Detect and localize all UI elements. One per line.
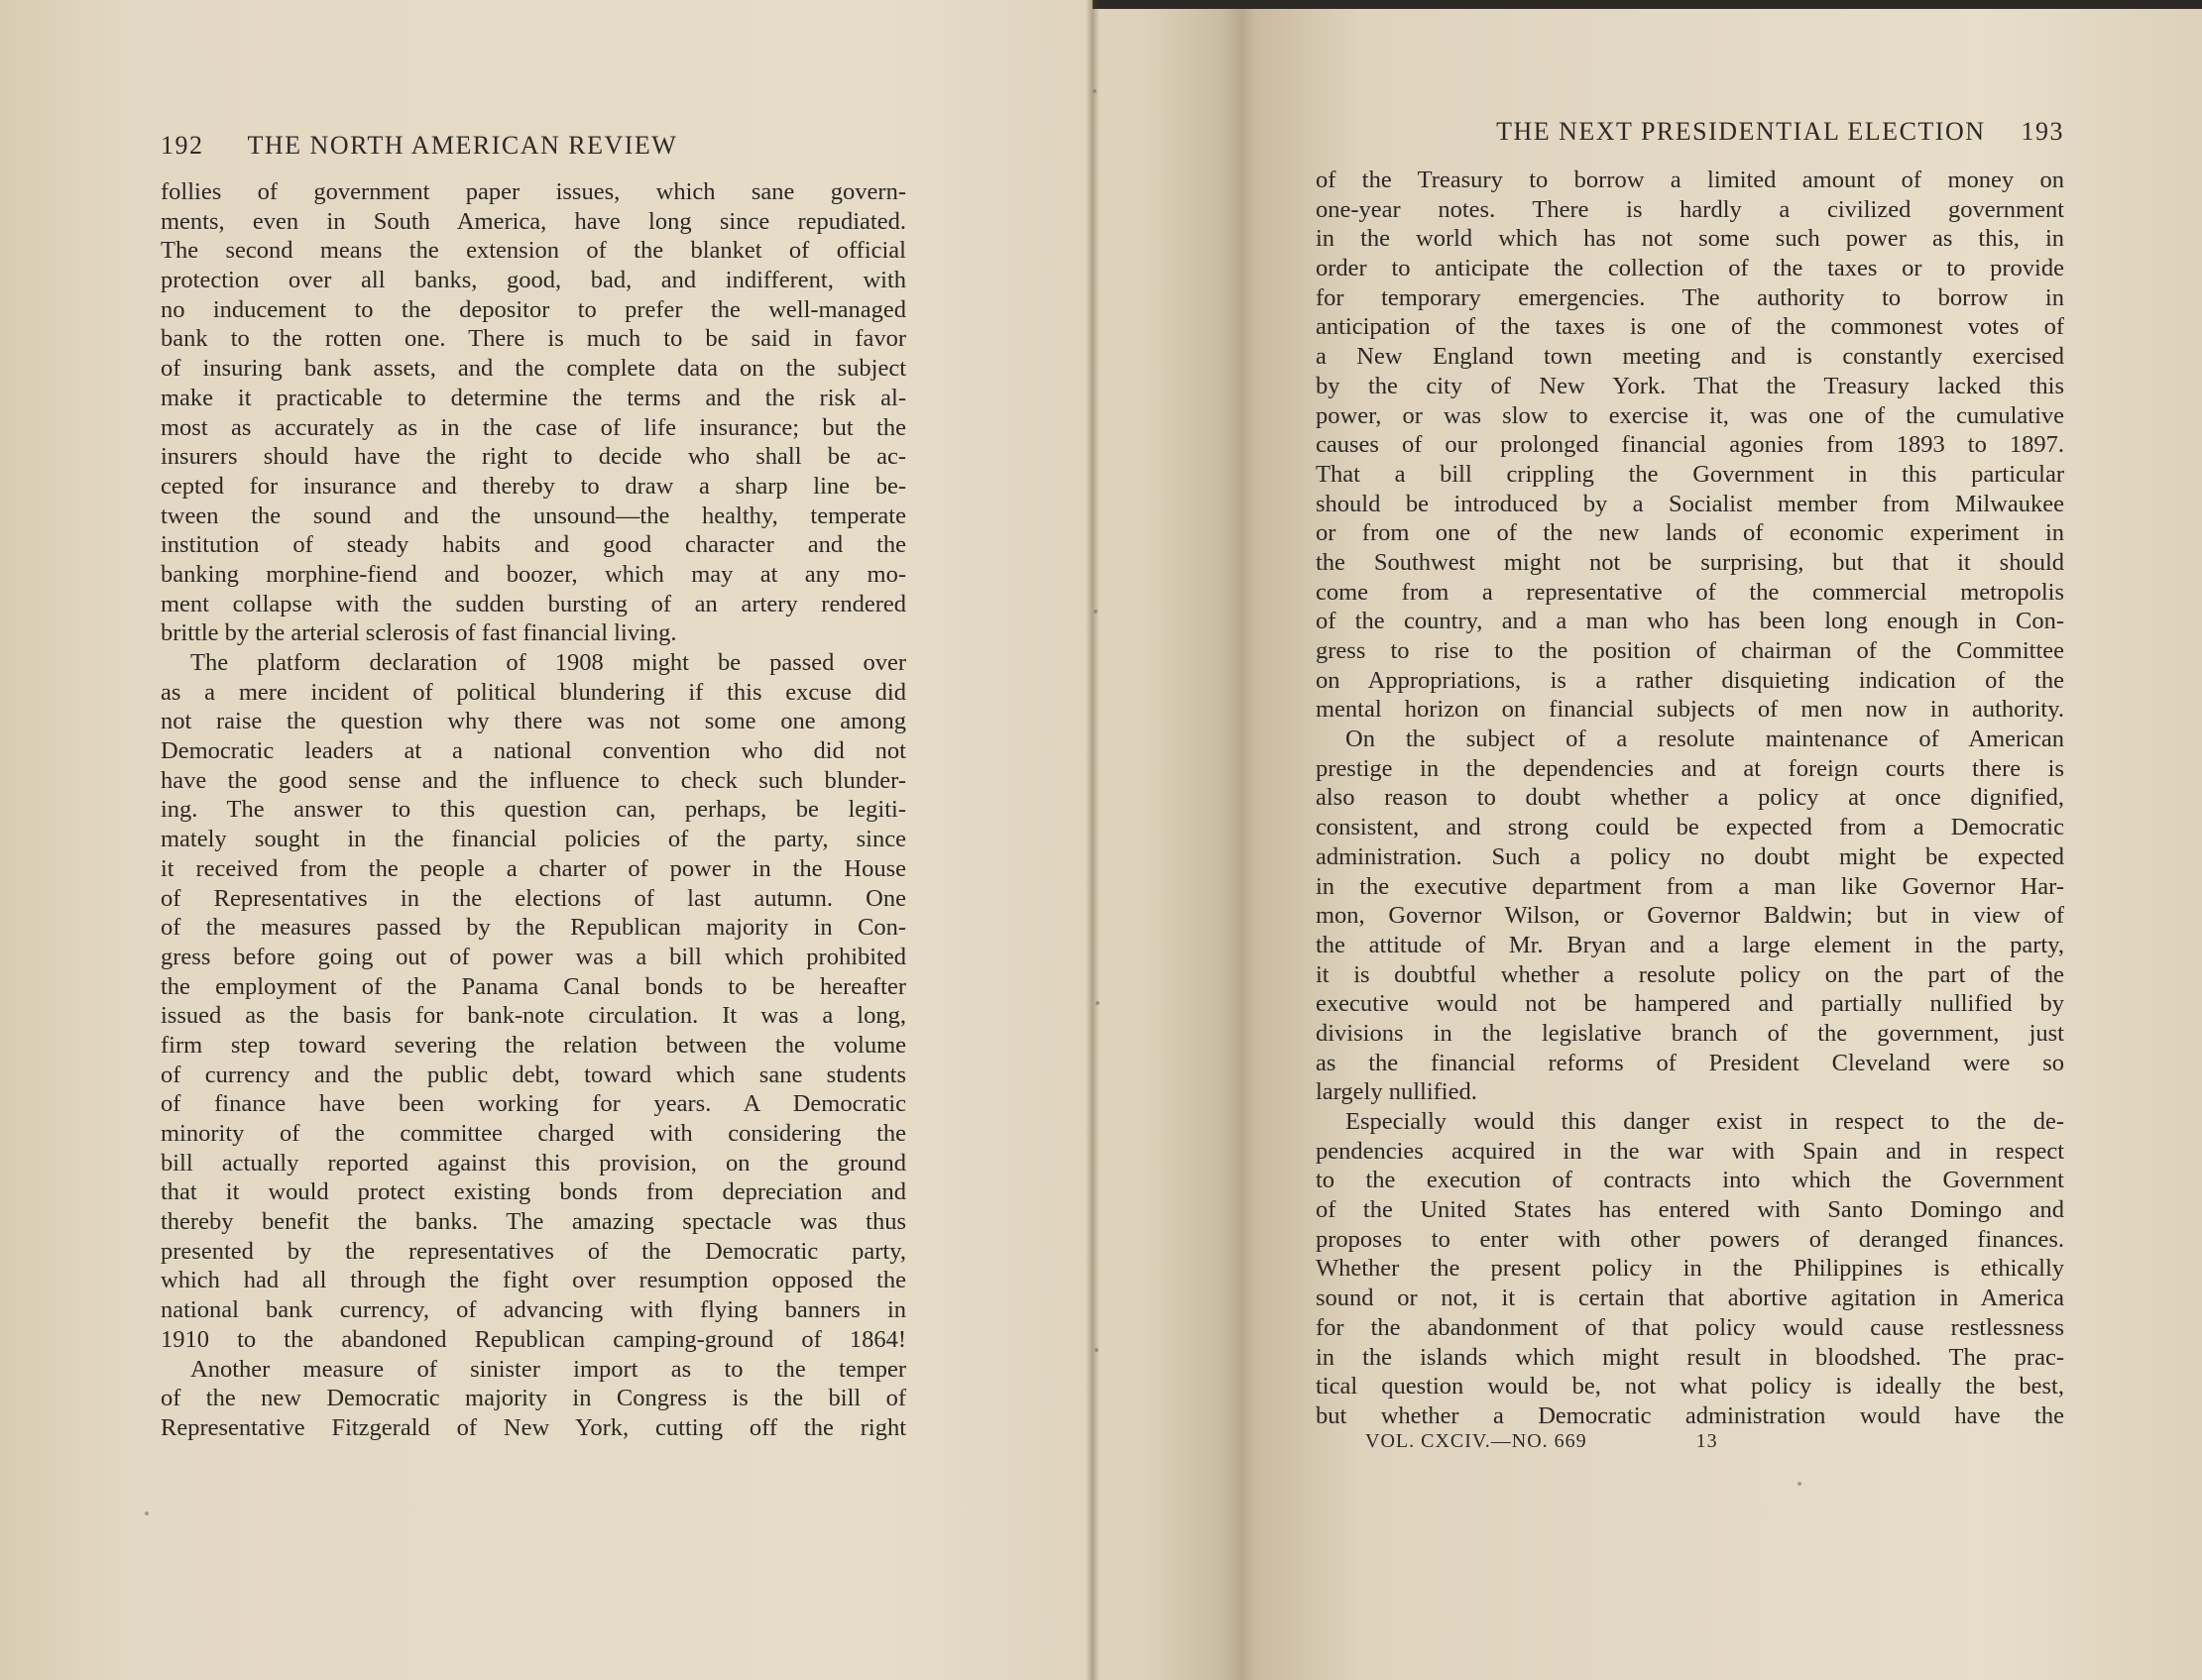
text-line: should be introduced by a Socialist member from Milwaukee [1316, 490, 2064, 517]
text-line: banking morphine-fiend and boozer, which may at any mo- [161, 560, 906, 588]
text-line: mately sought in the financial policies of the party, since [161, 826, 906, 853]
text-line: gress before going out of power was a bill which prohibited [161, 943, 906, 970]
text-line: thereby benefit the banks. The amazing spectacle was thus [161, 1208, 906, 1236]
text-line: make it practicable to determine the terms and the risk al- [161, 384, 906, 411]
text-line: it is doubtful whether a resolute policy on the part of the [1316, 960, 2064, 988]
text-line: it received from the people a charter of power in the House [161, 854, 906, 882]
text-line: ments, even in South America, have long since repudiated. [161, 207, 906, 235]
scan-edge [1093, 0, 2202, 9]
text-line: insurers should have the right to decide who shall be ac- [161, 443, 906, 471]
text-line: executive would not be hampered and partially nullified by [1316, 990, 2064, 1018]
text-line: not raise the question why there was not some one among [161, 708, 906, 735]
text-line: 1910 to the abandoned Republican camping-ground of 1864! [161, 1325, 906, 1353]
text-line: or from one of the new lands of economic experiment in [1316, 519, 2064, 547]
text-line: as a mere incident of political blundering if this excuse did [161, 678, 906, 706]
text-line: of the country, and a man who has been long enough in Con- [1316, 608, 2064, 635]
text-line: as the financial reforms of President Cleveland were so [1316, 1049, 2064, 1076]
text-line: of Representatives in the elections of last autumn. One [161, 884, 906, 912]
text-line: consistent, and strong could be expected from a Democratic [1316, 814, 2064, 841]
text-line: which had all through the fight over resumption opposed the [161, 1267, 906, 1294]
text-line: ment collapse with the sudden bursting of an artery rendered [161, 590, 906, 617]
text-line: The platform declaration of 1908 might be passed over [190, 649, 906, 676]
text-line: on Appropriations, is a rather disquieting indication of the [1316, 666, 2064, 694]
text-line: that it would protect existing bonds from depreciation and [161, 1178, 906, 1206]
text-line: the employment of the Panama Canal bonds to be hereafter [161, 972, 906, 1000]
text-line: sound or not, it is certain that abortive agitation in America [1316, 1285, 2064, 1312]
text-line: of the new Democratic majority in Congress is the bill of [161, 1385, 906, 1412]
text-line: Especially would this danger exist in respect to the de- [1345, 1108, 2064, 1135]
text-line: On the subject of a resolute maintenance of American [1345, 726, 2064, 753]
text-line: of the Treasury to borrow a limited amount of money on [1316, 167, 2064, 193]
text-line: national bank currency, of advancing with flying banners in [161, 1296, 906, 1324]
text-line: That a bill crippling the Government in this particular [1316, 460, 2064, 488]
text-line: presented by the representatives of the Democratic party, [161, 1237, 906, 1265]
signature-mark: 13 [1695, 1430, 1718, 1452]
text-line: administration. Such a policy no doubt might be expected [1316, 842, 2064, 870]
text-line: bank to the rotten one. There is much to be said in favor [161, 325, 906, 353]
text-line: largely nullified. [1316, 1078, 1477, 1106]
text-line: for the abandonment of that policy would cause restlessness [1316, 1313, 2064, 1341]
text-line: pendencies acquired in the war with Spain and in respect [1316, 1137, 2064, 1165]
text-line: in the islands which might result in bloodshed. The prac- [1316, 1343, 2064, 1371]
book-gutter [1086, 0, 1100, 1680]
text-line: causes of our prolonged financial agonies from 1893 to 1897. [1316, 431, 2064, 459]
right-running-head: THE NEXT PRESIDENTIAL ELECTION [1496, 117, 1986, 146]
left-page-number: 192 [161, 131, 204, 160]
text-line: to the execution of contracts into which the Government [1316, 1167, 2064, 1194]
text-line: the Southwest might not be surprising, but that it should [1316, 548, 2064, 576]
text-line: ing. The answer to this question can, perhaps, be legiti- [161, 796, 906, 824]
text-line: power, or was slow to exercise it, was one of the cumulative [1316, 401, 2064, 429]
text-line: cepted for insurance and thereby to draw a sharp line be- [161, 472, 906, 500]
text-line: minority of the committee charged with considering the [161, 1120, 906, 1147]
text-line: but whether a Democratic administration would have the [1316, 1401, 2064, 1429]
left-body-text [161, 177, 906, 1443]
text-line: of insuring bank assets, and the complete data on the subject [161, 355, 906, 383]
text-line: follies of government paper issues, which sane govern- [161, 178, 906, 205]
text-line: also reason to doubt whether a policy at once dignified, [1316, 784, 2064, 812]
text-line: no inducement to the depositor to prefer the well-managed [161, 295, 906, 323]
text-line: in the world which has not some such power as this, in [1316, 225, 2064, 253]
text-line: institution of steady habits and good character and the [161, 531, 906, 559]
text-line: The second means the extension of the blanket of official [161, 237, 906, 265]
volume-line: VOL. CXCIV.—NO. 669 [1365, 1430, 1587, 1452]
text-line: Another measure of sinister import as to the temper [190, 1355, 906, 1383]
text-line: tween the sound and the unsound—the healthy, temperate [161, 502, 906, 529]
text-line: most as accurately as in the case of life insurance; but the [161, 413, 906, 441]
text-line: one-year notes. There is hardly a civilized government [1316, 195, 2064, 223]
text-line: Democratic leaders at a national convention who did not [161, 737, 906, 765]
right-running-header [1496, 117, 2064, 147]
right-page-number: 193 [2021, 117, 2064, 146]
right-body-text [1316, 166, 2064, 1431]
text-line: the attitude of Mr. Bryan and a large element in the party, [1316, 931, 2064, 958]
text-line: Whether the present policy in the Philippines is ethically [1316, 1255, 2064, 1283]
text-line: firm step toward severing the relation between the volume [161, 1031, 906, 1059]
text-line: order to anticipate the collection of the taxes or to provide [1316, 255, 2064, 282]
text-line: by the city of New York. That the Treasury lacked this [1316, 372, 2064, 399]
text-line: a New England town meeting and is constantly exercised [1316, 343, 2064, 371]
text-line: of the measures passed by the Republican majority in Con- [161, 914, 906, 942]
text-line: anticipation of the taxes is one of the commonest votes of [1316, 313, 2064, 341]
text-line: Representative Fitzgerald of New York, cutting off the right [161, 1413, 906, 1441]
text-line: of the United States has entered with Santo Domingo and [1316, 1196, 2064, 1224]
text-line: of finance have been working for years. A Democratic [161, 1090, 906, 1118]
text-line: come from a representative of the commercial metropolis [1316, 578, 2064, 606]
text-line: tical question would be, not what policy is ideally the best, [1316, 1373, 2064, 1400]
text-line: issued as the basis for bank-note circulation. It was a long, [161, 1002, 906, 1030]
text-line: brittle by the arterial sclerosis of fast financial living. [161, 619, 677, 647]
text-line: gress to rise to the position of chairman of the Committee [1316, 637, 2064, 664]
left-running-header [161, 131, 677, 161]
text-line: in the executive department from a man like Governor Har- [1316, 872, 2064, 900]
text-line: divisions in the legislative branch of the government, just [1316, 1019, 2064, 1047]
text-line: bill actually reported against this provision, on the ground [161, 1149, 906, 1176]
text-line: of currency and the public debt, toward which sane students [161, 1061, 906, 1088]
text-line: have the good sense and the influence to check such blunder- [161, 766, 906, 794]
text-line: for temporary emergencies. The authority to borrow in [1316, 283, 2064, 311]
text-line: prestige in the dependencies and at foreign courts there is [1316, 754, 2064, 782]
text-line: mental horizon on financial subjects of men now in authority. [1316, 696, 2064, 724]
text-line: proposes to enter with other powers of deranged finances. [1316, 1225, 2064, 1253]
text-line: mon, Governor Wilson, or Governor Baldwin; but in view of [1316, 902, 2064, 930]
text-line: protection over all banks, good, bad, and indifferent, with [161, 267, 906, 294]
left-running-head: THE NORTH AMERICAN REVIEW [247, 131, 678, 160]
page-footer [1365, 1430, 1718, 1453]
